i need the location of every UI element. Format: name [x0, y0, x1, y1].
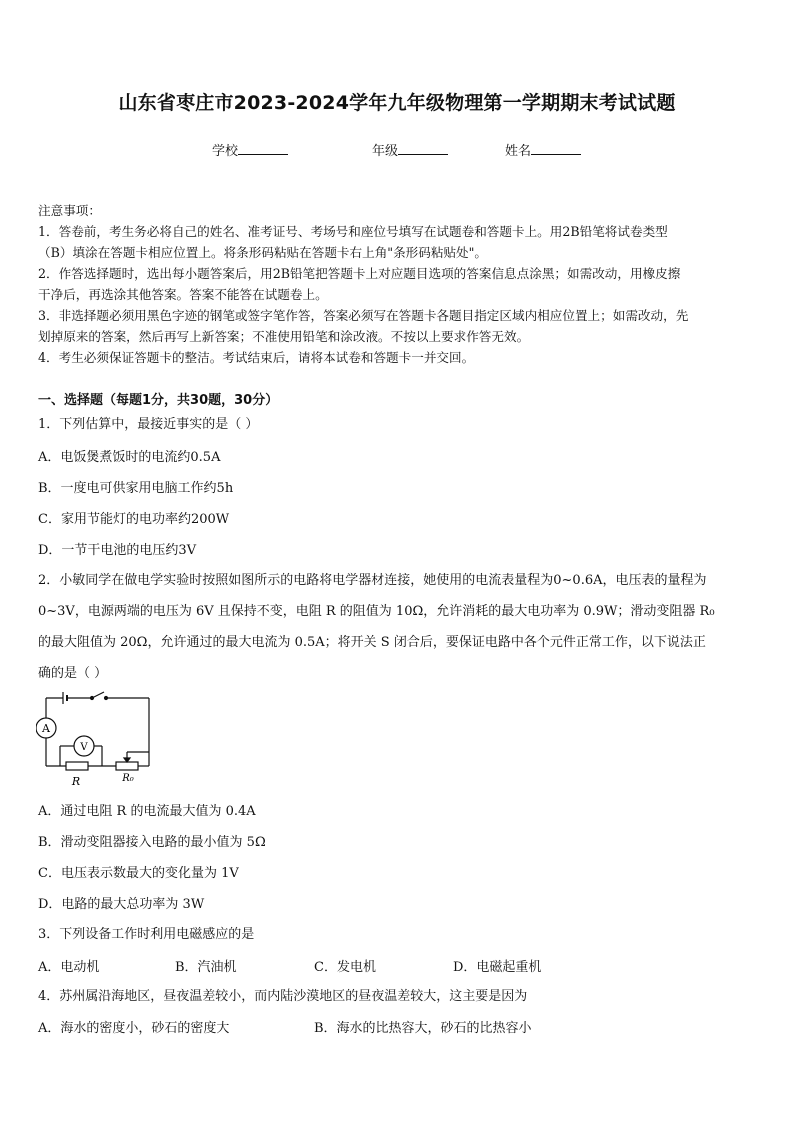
notice-heading: 注意事项： [38, 203, 101, 218]
notice-line-3: 2．作答选择题时，选出每小题答案后，用2B铅笔把答题卡上对应题目选项的答案信息点涂黑；如需改动，用橡皮擦 [38, 266, 681, 281]
school-field [212, 140, 288, 159]
q1-option-c: C．家用节能灯的电功率约200W [38, 512, 230, 527]
ammeter-label: A [42, 722, 50, 735]
q2-line-3: 的最大阻值为 20Ω，允许通过的最大电流为 0.5A；将开关 S 闭合后，要保证电路中各个元件正常工作，以下说法正 [38, 635, 706, 650]
notice-line-1: 1．答卷前，考生务必将自己的姓名、准考证号、考场号和座位号填写在试题卷和答题卡上。用2B铅笔将试卷类型 [38, 224, 668, 239]
grade-field [372, 140, 448, 159]
rheostat-r0 [116, 762, 138, 770]
q4-option-b: B．海水的比热容大，砂石的比热容小 [314, 1021, 532, 1036]
resistor-label: R [71, 775, 81, 788]
q4-stem: 4．苏州属沿海地区，昼夜温差较小，而内陆沙漠地区的昼夜温差较大，这主要是因为 [38, 989, 528, 1004]
q4-option-a: A．海水的密度小，砂石的密度大 [38, 1021, 230, 1036]
q3-option-d: D．电磁起重机 [453, 960, 542, 975]
rheostat-label: R₀ [122, 773, 134, 784]
q2-option-a: A．通过电阻 R 的电流最大值为 0.4A [38, 804, 256, 819]
name-label: 姓名 [505, 144, 532, 159]
name-blank [531, 142, 581, 155]
switch-blade [92, 692, 104, 698]
q1-option-b: B．一度电可供家用电脑工作约5h [38, 481, 234, 496]
voltmeter-label: V [80, 742, 88, 753]
q1-stem: 1．下列估算中，最接近事实的是（ ） [38, 417, 259, 432]
q2-line-2: 0~3V，电源两端的电压为 6V 且保持不变，电阻 R 的阻值为 10Ω，允许消耗的最大电功率为 0.9W；滑动变阻器 R₀ [38, 604, 715, 619]
notice-line-7: 4．考生必须保证答题卡的整洁。考试结束后，请将本试卷和答题卡一并交回。 [38, 350, 475, 365]
q3-option-c: C．发电机 [314, 960, 376, 975]
q3-stem: 3．下列设备工作时利用电磁感应的是 [38, 927, 255, 942]
q3-option-b: B．汽油机 [175, 960, 237, 975]
name-field [505, 140, 581, 159]
page-title: 山东省枣庄市2023-2024学年九年级物理第一学期期末考试试题 [118, 92, 676, 114]
q2-option-c: C．电压表示数最大的变化量为 1V [38, 866, 239, 881]
q2-option-d: D．电路的最大总功率为 3W [38, 897, 205, 912]
grade-label: 年级 [372, 144, 399, 159]
q1-option-d: D．一节干电池的电压约3V [38, 543, 197, 558]
notice-line-4: 干净后，再选涂其他答案。答案不能答在试题卷上。 [38, 287, 328, 302]
q2-line-1: 2．小敏同学在做电学实验时按照如图所示的电路将电学器材连接，她使用的电流表量程为0~0.6A，电压表的量程为 [38, 573, 707, 588]
q2-option-b: B．滑动变阻器接入电路的最小值为 5Ω [38, 835, 266, 850]
resistor-r [66, 762, 88, 770]
q3-option-a: A．电动机 [38, 960, 100, 975]
circuit-diagram [36, 688, 156, 788]
notice-line-6: 划掉原来的答案，然后再写上新答案；不准使用铅笔和涂改液。不按以上要求作答无效。 [38, 329, 530, 344]
section-heading: 一、选择题（每题1分，共30题，30分） [38, 393, 279, 408]
school-blank [238, 142, 288, 155]
notice-line-2: （B）填涂在答题卡相应位置上。将条形码粘贴在答题卡右上角"条形码粘贴处"。 [38, 245, 488, 260]
grade-blank [398, 142, 448, 155]
q1-option-a: A．电饭煲煮饭时的电流约0.5A [38, 450, 221, 465]
notice-line-5: 3．非选择题必须用黑色字迹的钢笔或签字笔作答，答案必须写在答题卡各题目指定区域内相应位置上；如需改动，先 [38, 308, 689, 323]
q2-line-4: 确的是（ ） [38, 666, 108, 681]
school-label: 学校 [212, 144, 239, 159]
